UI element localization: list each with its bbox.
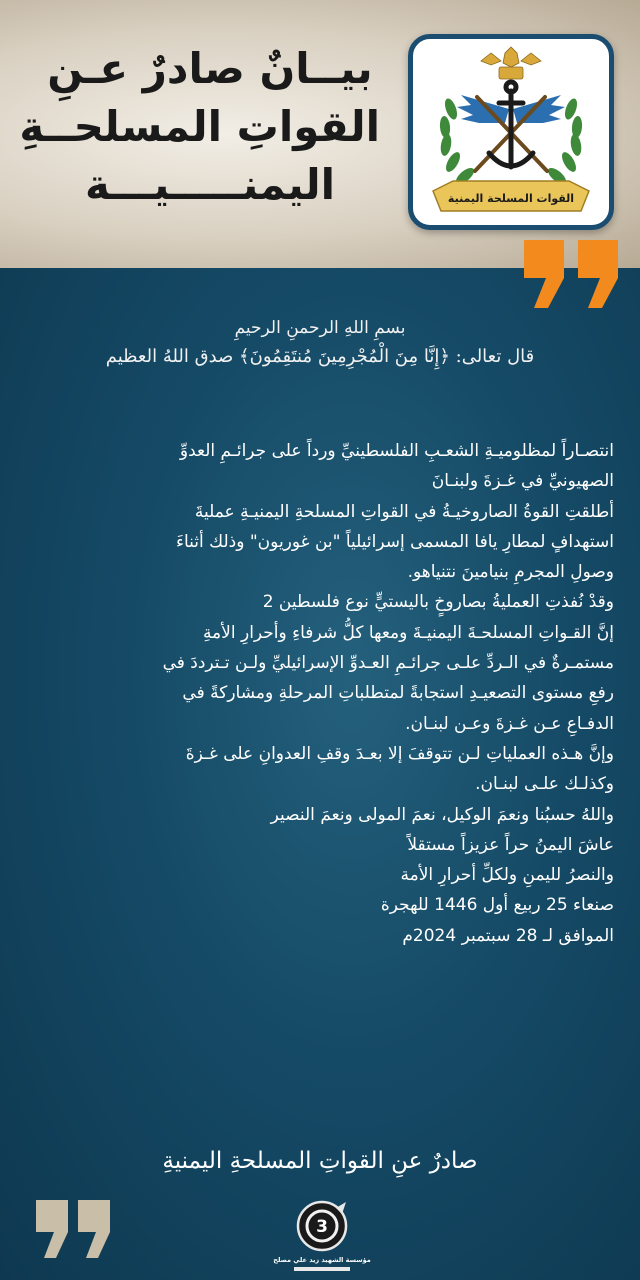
header-banner xyxy=(0,0,640,268)
statement-line: وكذلـك علـى لبنـان. xyxy=(475,774,614,795)
svg-text:3: 3 xyxy=(316,1217,328,1237)
eagle xyxy=(481,47,541,79)
statement-line: الصهيونيِّ في غـزةَ ولبنـانَ xyxy=(431,471,614,492)
statement-line: واللهُ حسبُنا ونعمَ الوكيل، نعمَ المولى ونعمَ النصير xyxy=(270,804,614,825)
title-line-2: القواتِ المسلحــةِ xyxy=(19,102,380,151)
statement-line: رفعِ مستوى التصعيـدِ استجابةً لمتطلباتِ المرحلةِ ومشاركةً في xyxy=(182,683,614,704)
statement-line: صنعاء 25 ربيع أول 1446 للهجرة xyxy=(380,895,614,916)
emblem-card xyxy=(408,34,614,230)
statement-line: انتصـاراً لمظلوميـةِ الشعـبِ الفلسطينيِّ ورداً على جرائـمِ العدوِّ xyxy=(179,441,614,461)
statement-line: الموافق لـ 28 سبتمبر 2024م xyxy=(402,925,614,946)
anchor xyxy=(489,82,533,167)
statement-line: الدفـاعِ عـن غـزةَ وعـن لبنـان. xyxy=(405,713,614,734)
page-title xyxy=(19,40,380,214)
signature: صادرٌ عنِ القواتِ المسلحةِ اليمنيةِ xyxy=(162,1148,478,1174)
logo-text: مؤسسة الشهيد زيد علي مصلح xyxy=(273,1256,371,1264)
quotation-marks-icon xyxy=(518,236,626,310)
statement-line: وإنَّ هـذه العملياتِ لـن تتوقفَ إلا بعـدَ وقفِ العدوانِ على غـزةَ xyxy=(185,743,614,764)
statement-line: عاشَ اليمنُ حراً عزيزاً مستقلاً xyxy=(407,834,614,855)
statement-line: والنصرُ لليمنِ ولكلِّ أحرارِ الأمة xyxy=(400,865,614,886)
martyr-foundation-logo-icon xyxy=(273,1194,371,1280)
basmala: بسمِ اللهِ الرحمنِ الرحيمِ xyxy=(234,318,406,338)
emblem-banner-text: القوات المسلحة اليمنية xyxy=(447,192,575,205)
yemen-armed-forces-emblem-icon xyxy=(413,39,609,225)
statement-line: مستمـرةٌ في الـردِّ علـى جرائـمِ العـدوِّ الإسرائيليِّ ولـن تـترددَ في xyxy=(162,653,614,674)
title-line-1: بيــانٌ صادرٌ عـنِ xyxy=(47,44,373,93)
statement-body xyxy=(30,436,614,951)
statement-line: أطلقتِ القوةُ الصاروخيـةُ في القواتِ المسلحةِ اليمنيـةِ عمليةَ xyxy=(194,501,614,522)
statement-line: استهدافٍ لمطارِ يافا المسمى إسرائيلياً "بن غوريون" وذلك أثناءَ xyxy=(176,531,614,552)
statement-line: إنَّ القـواتِ المسلحـةَ اليمنيـةَ ومعها كلُّ شرفاءِ وأحرارِ الأمةِ xyxy=(202,622,614,643)
quran-verse: قال تعالى: ﴿إِنَّا مِنَ الْمُجْرِمِينَ مُنتَقِمُونَ﴾ صدق اللهُ العظيم xyxy=(105,346,535,367)
title-line-3: اليمنـــــيـــة xyxy=(84,160,336,209)
closing-quotation-marks-icon xyxy=(32,1196,118,1262)
statement-line: وصولِ المجرمِ بنيامينَ نتنياهو. xyxy=(407,562,614,583)
statement-line: وقدْ نُفذتِ العمليةُ بصاروخٍ باليستيٍّ نوع فلسطين 2 xyxy=(262,592,614,613)
